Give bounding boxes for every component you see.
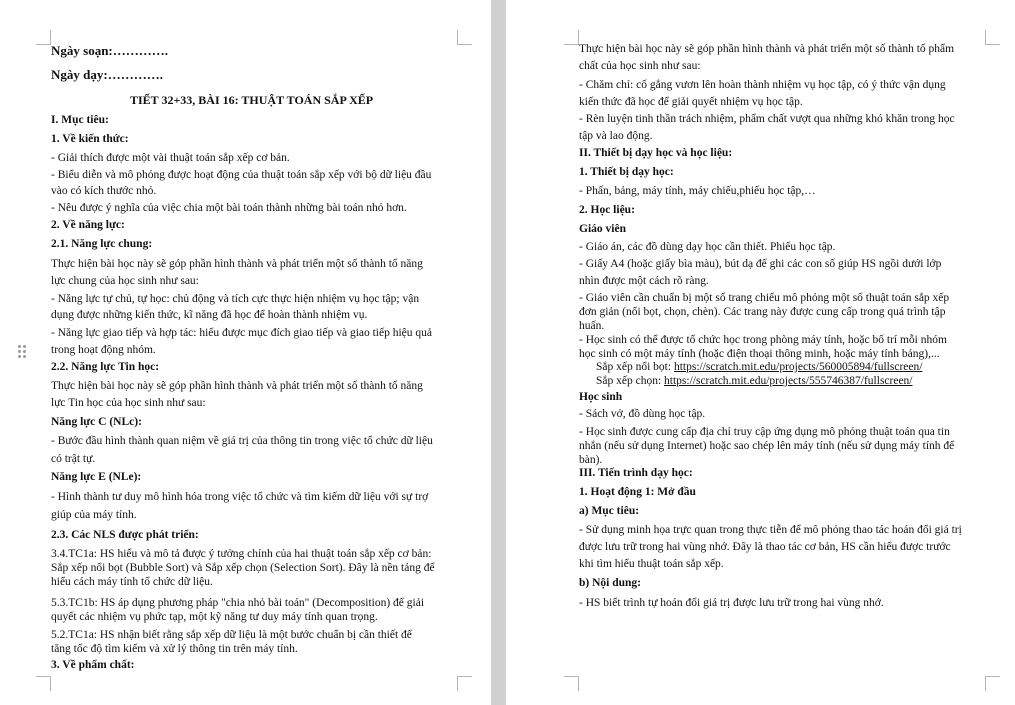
- margin-mark-bottom-right-2: [985, 676, 1000, 691]
- text-line: khi tìm hiểu thuật toán sắp xếp.: [579, 558, 724, 570]
- margin-mark-bottom-right: [457, 676, 472, 691]
- heading-competence-c: Năng lực C (NLc):: [51, 416, 142, 428]
- text-line: 5.3.TC1b: HS áp dụng phương pháp "chia nhỏ bài toán" (Decomposition) để giải: [51, 597, 425, 609]
- prep-date: Ngày soạn:………….: [51, 43, 169, 58]
- text-line: - Năng lực giao tiếp và hợp tác: hiểu được mục đích giao tiếp và giao tiếp hiệu quả: [51, 327, 433, 339]
- text-line: huấn.: [579, 320, 605, 332]
- text-line: - Sử dụng minh họa trực quan trong thực tiễn để mô phỏng thao tác hoán đổi giá trị: [579, 524, 962, 536]
- page-gutter: [491, 0, 506, 705]
- text-line: - Chăm chỉ: cố gắng vươn lên hoàn thành nhiệm vụ học tập, có ý thức vận dụng: [579, 79, 946, 91]
- heading-competence: 2. Về năng lực:: [51, 219, 125, 231]
- text-line: học sinh có một máy tính (hoặc điện thoại thông minh, hoặc máy tính bảng),...: [579, 348, 940, 360]
- selection-sort-link[interactable]: https://scratch.mit.edu/projects/555746387/fullscreen/: [664, 375, 913, 387]
- text-line: nhìn được một cách rõ ràng.: [579, 275, 709, 287]
- text-line: - Hình thành tư duy mô hình hóa trong việc tổ chức và tìm kiếm dữ liệu với sự trợ: [51, 491, 429, 503]
- heading-equipment: II. Thiết bị dạy học và học liệu:: [579, 147, 733, 159]
- text-line: - Giáo án, các đồ dùng dạy học cần thiết. Phiếu học tập.: [579, 241, 836, 253]
- text-line: - Nêu được ý nghĩa của việc chia một bài toán thành những bài toán nhỏ hơn.: [51, 202, 407, 214]
- text-line: giúp của máy tính.: [51, 509, 137, 521]
- text-line: Thực hiện bài học này sẽ góp phần hình thành và phát triển một số thành tố phẩm: [579, 43, 955, 55]
- heading-procedure: III. Tiến trình dạy học:: [579, 467, 693, 479]
- text-line: 3.4.TC1a: HS hiểu và mô tả được ý tưởng chính của hai thuật toán sắp xếp cơ bản:: [51, 548, 432, 560]
- text-line: chất của học sinh như sau:: [579, 60, 701, 72]
- heading-digital-competence: 2.3. Các NLS được phát triển:: [51, 529, 199, 541]
- text-line: Thực hiện bài học này sẽ góp phần hình thành và phát triển một số thành tố năng: [51, 258, 423, 270]
- text-line: bàn).: [579, 454, 603, 466]
- text-line: - Giáo viên cần chuẩn bị một số trang chiếu mô phỏng một số thuật toán sắp xếp: [579, 292, 950, 304]
- margin-mark-top-left-2: [564, 30, 579, 45]
- text-line: quyết các nhiệm vụ phức tạp, một kỹ năng tư duy máy tính quan trọng.: [51, 611, 378, 623]
- text-line: tập và lao động.: [579, 130, 653, 142]
- text-line: dụng được những kiến thức, kĩ năng đã học để hoàn thành nhiệm vụ.: [51, 309, 368, 321]
- lesson-title: TIẾT 32+33, BÀI 16: THUẬT TOÁN SẮP XẾP: [130, 93, 374, 107]
- bubble-sort-line: [596, 361, 922, 374]
- text-line: kiến thức đã học để giải quyết nhiệm vụ học tập.: [579, 96, 803, 108]
- text-line: tăng tốc độ tìm kiếm và xử lý thông tin trên máy tính.: [51, 643, 298, 655]
- margin-mark-bottom-left: [36, 676, 51, 691]
- text-line: Thực hiện bài học này sẽ góp phần hình thành và phát triển một số thành tố năng: [51, 380, 423, 392]
- text-line: đơn giản (nổi bọt, chọn, chèn). Các trang này được cung cấp trong quá trình tập: [579, 306, 946, 318]
- text-line: Sắp xếp nổi bọt (Bubble Sort) và Sắp xếp chọn (Selection Sort). Đây là nền tảng để: [51, 562, 435, 574]
- text-line: 5.2.TC1a: HS nhận biết rằng sắp xếp dữ liệu là một bước chuẩn bị cần thiết để: [51, 629, 412, 641]
- margin-mark-bottom-left-2: [564, 676, 579, 691]
- heading-activity-1: 1. Hoạt động 1: Mở đầu: [579, 486, 696, 498]
- heading-teacher: Giáo viên: [579, 223, 626, 235]
- text-line: - Học sinh được cung cấp địa chỉ truy cập ứng dụng mô phỏng thuật toán qua tin: [579, 426, 950, 438]
- heading-informatics-competence: 2.2. Năng lực Tin học:: [51, 361, 160, 373]
- text-line: - Sách vở, đồ dùng học tập.: [579, 408, 706, 420]
- drag-handle-icon[interactable]: [17, 344, 27, 358]
- heading-objectives: I. Mục tiêu:: [51, 114, 109, 126]
- text-line: - Bước đầu hình thành quan niệm về giá trị của thông tin trong việc tổ chức dữ liệu: [51, 435, 433, 447]
- teach-date: Ngày dạy:………….: [51, 67, 163, 82]
- text-line: có trật tự.: [51, 453, 96, 465]
- heading-general-competence: 2.1. Năng lực chung:: [51, 238, 153, 250]
- selection-sort-line: [596, 375, 913, 388]
- heading-activity-content: b) Nội dung:: [579, 577, 641, 589]
- text-line: lực Tin học của học sinh như sau:: [51, 397, 206, 409]
- margin-mark-top-left: [36, 30, 51, 45]
- margin-mark-top-right-2: [985, 30, 1000, 45]
- heading-materials: 2. Học liệu:: [579, 204, 635, 216]
- bubble-sort-label: Sắp xếp nổi bọt:: [596, 361, 674, 373]
- text-line: lực chung của học sinh như sau:: [51, 275, 199, 287]
- margin-mark-top-right: [457, 30, 472, 45]
- text-line: vào có kích thước nhỏ.: [51, 185, 157, 197]
- text-line: - Học sinh có thể được tổ chức học trong phòng máy tính, hoặc bố trí mỗi nhóm: [579, 334, 947, 346]
- text-line: nhắn (nếu sử dụng Internet) hoặc sao chép lên máy tính (nếu sử dụng máy tính để: [579, 440, 955, 452]
- heading-competence-e: Năng lực E (NLe):: [51, 471, 142, 483]
- heading-student: Học sinh: [579, 391, 623, 403]
- text-line: hiểu cách máy tính tổ chức dữ liệu.: [51, 576, 213, 588]
- text-line: - Năng lực tự chủ, tự học: chủ động và tích cực thực hiện nhiệm vụ học tập; vận: [51, 293, 420, 305]
- text-line: - Rèn luyện tinh thần trách nhiệm, phẩm chất vượt qua những khó khăn trong học: [579, 113, 955, 125]
- selection-sort-label: Sắp xếp chọn:: [596, 375, 665, 387]
- heading-activity-objective: a) Mục tiêu:: [579, 505, 640, 517]
- text-line: được lưu trữ trong hai vùng nhớ. Đây là thao tác cơ bản, HS cần hiểu được trước: [579, 541, 951, 553]
- bubble-sort-link[interactable]: https://scratch.mit.edu/projects/560005894/fullscreen/: [673, 361, 923, 373]
- text-line: - Biểu diễn và mô phỏng được hoạt động của thuật toán sắp xếp với bộ dữ liệu đầu: [51, 169, 432, 181]
- text-line: - HS biết trình tự hoán đổi giá trị được lưu trữ trong hai vùng nhớ.: [579, 597, 884, 609]
- heading-knowledge: 1. Về kiến thức:: [51, 133, 129, 145]
- text-line: trong hoạt động nhóm.: [51, 344, 156, 356]
- heading-qualities: 3. Về phẩm chất:: [51, 659, 135, 671]
- text-line: - Giải thích được một vài thuật toán sắp xếp cơ bản.: [51, 152, 290, 164]
- heading-teaching-devices: 1. Thiết bị dạy học:: [579, 166, 674, 178]
- text-line: - Phấn, bảng, máy tính, máy chiếu,phiếu học tập,…: [579, 185, 816, 197]
- text-line: - Giấy A4 (hoặc giấy bìa màu), bút dạ để ghi các con số giúp HS ngồi dưới lớp: [579, 258, 942, 270]
